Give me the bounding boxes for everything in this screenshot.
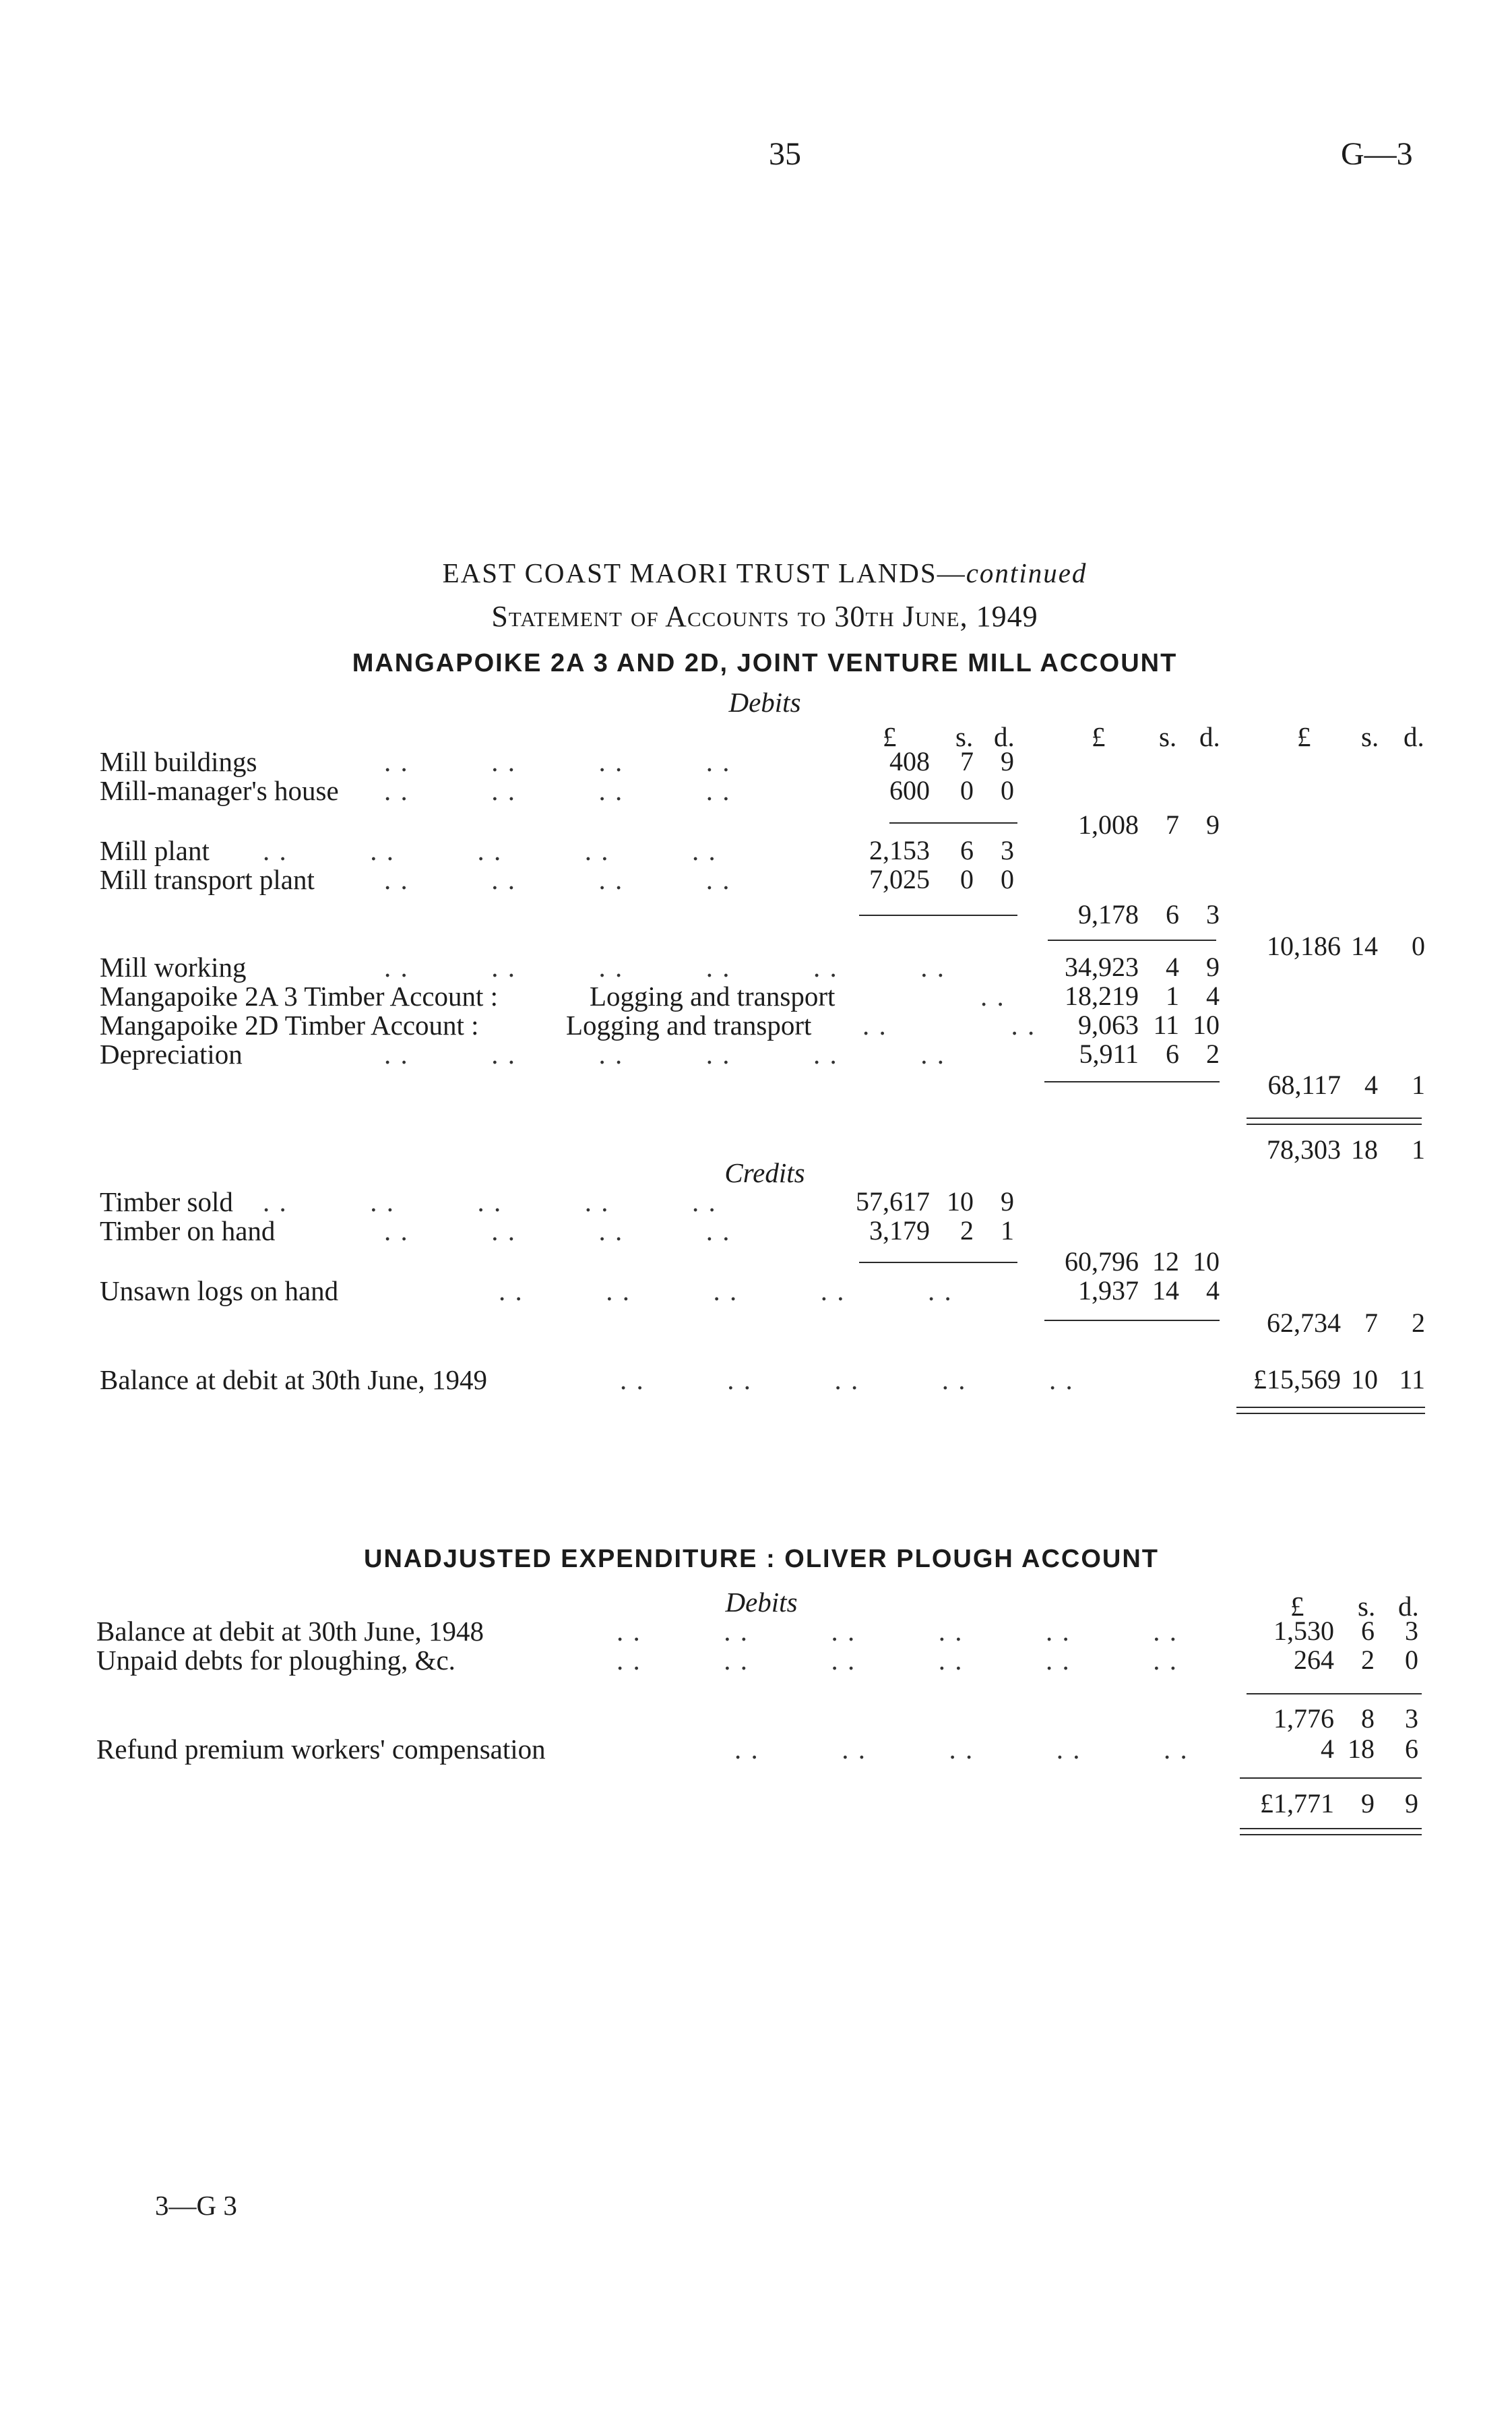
mill-working-shillings: 4 <box>1166 952 1179 982</box>
plough-shilling-header: s. <box>1358 1591 1376 1622</box>
leader-dots: . . . . . . . . . . <box>499 1275 953 1306</box>
col2-pence-header: d. <box>1199 721 1220 752</box>
mill-plant-pounds: 2,153 <box>869 835 930 865</box>
depreciation-pounds: 5,911 <box>1079 1039 1139 1069</box>
unpaid-debts-shillings: 2 <box>1361 1645 1375 1675</box>
leader-dots: . . . . . . . . <box>384 746 731 777</box>
credits-label: Credits <box>724 1157 805 1188</box>
plough-total-pounds: £1,771 <box>1260 1788 1334 1818</box>
timber-2d-detail: Logging and transport <box>566 1010 812 1041</box>
mill-transport-plant-pence: 0 <box>1001 864 1014 894</box>
credits-total-pence: 2 <box>1412 1308 1425 1338</box>
rule <box>1247 1693 1422 1694</box>
account-title: MANGAPOIKE 2A 3 AND 2D, JOINT VENTURE MILL ACCOUNT <box>352 649 1178 677</box>
refund-pence: 6 <box>1405 1734 1418 1764</box>
plant-subtotal-pence: 3 <box>1206 899 1220 929</box>
mill-transport-plant-pounds: 7,025 <box>869 864 930 894</box>
col2-shilling-header: s. <box>1159 721 1177 752</box>
rule <box>1236 1407 1425 1408</box>
col1-pound-header: £ <box>883 721 897 752</box>
working-total-pence: 1 <box>1412 1070 1425 1100</box>
credits-subtotal-shillings: 12 <box>1152 1246 1179 1277</box>
buildings-subtotal-pence: 9 <box>1206 809 1220 840</box>
leader-dots: . . . . . . . . . . <box>263 835 717 866</box>
mill-buildings-pounds: 408 <box>889 746 930 776</box>
balance-pounds: £15,569 <box>1253 1364 1341 1395</box>
mill-plant-label: Mill plant <box>100 835 210 866</box>
timber-sold-pence: 9 <box>1001 1186 1014 1217</box>
mill-manager-house-label: Mill-manager's house <box>100 775 339 806</box>
plough-debits-label: Debits <box>725 1587 798 1618</box>
rule <box>889 822 1017 824</box>
mill-transport-plant-shillings: 0 <box>960 864 974 894</box>
mill-buildings-shillings: 7 <box>960 746 974 776</box>
plant-subtotal-shillings: 6 <box>1166 899 1179 929</box>
depreciation-pence: 2 <box>1206 1039 1220 1069</box>
statement-title: Statement of Accounts to 30th June, 1949 <box>491 600 1038 633</box>
assets-total-pounds: 10,186 <box>1267 931 1341 961</box>
col3-shilling-header: s. <box>1361 721 1379 752</box>
rule <box>1044 1320 1220 1321</box>
leader-dots: . . . . . . . . . . . . <box>617 1645 1178 1676</box>
balance-1948-pounds: 1,530 <box>1273 1616 1334 1646</box>
rule <box>1247 1124 1422 1125</box>
unpaid-debts-pounds: 264 <box>1294 1645 1334 1675</box>
leader-dots: . . . . . . . . <box>384 864 731 895</box>
credits-total-pounds: 62,734 <box>1267 1308 1341 1338</box>
unpaid-debts-label: Unpaid debts for ploughing, &c. <box>96 1645 455 1676</box>
leader-dots: . . . . . . . . . . <box>734 1734 1189 1765</box>
debits-grand-total-pounds: 78,303 <box>1267 1134 1341 1165</box>
unsawn-logs-shillings: 14 <box>1152 1275 1179 1306</box>
section-title <box>443 559 1088 587</box>
refund-pounds: 4 <box>1321 1734 1334 1764</box>
col1-shilling-header: s. <box>955 721 974 752</box>
timber-2a3-pence: 4 <box>1206 981 1220 1011</box>
assets-total-pence: 0 <box>1412 931 1425 961</box>
leader-dots: . . . . . . . . . . <box>620 1364 1074 1395</box>
unsawn-logs-label: Unsawn logs on hand <box>100 1275 339 1306</box>
rule <box>859 915 1017 916</box>
page-number: 35 <box>769 136 801 172</box>
depreciation-label: Depreciation <box>100 1039 243 1070</box>
plough-pence-header: d. <box>1398 1591 1419 1622</box>
balance-pence: 11 <box>1399 1364 1425 1395</box>
mill-plant-pence: 3 <box>1001 835 1014 865</box>
leader-dots: . . . . . . . . <box>384 1215 731 1246</box>
leader-dots: . . <box>980 981 1005 1012</box>
leader-dots: . . . . . . . . . . <box>263 1186 717 1217</box>
balance-shillings: 10 <box>1351 1364 1378 1395</box>
mill-working-label: Mill working <box>100 952 247 983</box>
debits-grand-total-shillings: 18 <box>1351 1134 1378 1165</box>
section-title-main: EAST COAST MAORI TRUST LANDS— <box>442 557 966 588</box>
col3-pence-header: d. <box>1404 721 1424 752</box>
mill-manager-house-shillings: 0 <box>960 775 974 805</box>
plough-total-pence: 9 <box>1405 1788 1418 1818</box>
timber-sold-pounds: 57,617 <box>856 1186 930 1217</box>
refund-shillings: 18 <box>1348 1734 1375 1764</box>
rule <box>859 1262 1017 1263</box>
debits-grand-total-pence: 1 <box>1412 1134 1425 1165</box>
credits-total-shillings: 7 <box>1364 1308 1378 1338</box>
mill-manager-house-pence: 0 <box>1001 775 1014 805</box>
col2-pound-header: £ <box>1092 721 1106 752</box>
unsawn-logs-pounds: 1,937 <box>1078 1275 1139 1306</box>
credits-subtotal-pence: 10 <box>1193 1246 1220 1277</box>
balance-1948-label: Balance at debit at 30th June, 1948 <box>96 1616 484 1647</box>
timber-sold-label: Timber sold <box>100 1186 233 1217</box>
buildings-subtotal-shillings: 7 <box>1166 809 1179 840</box>
rule <box>1240 1828 1422 1829</box>
mill-working-pounds: 34,923 <box>1065 952 1139 982</box>
mill-working-pence: 9 <box>1206 952 1220 982</box>
balance-1948-pence: 3 <box>1405 1616 1418 1646</box>
timber-on-hand-pounds: 3,179 <box>869 1215 930 1246</box>
mill-transport-plant-label: Mill transport plant <box>100 864 315 895</box>
unsawn-logs-pence: 4 <box>1206 1275 1220 1306</box>
mill-manager-house-pounds: 600 <box>889 775 930 805</box>
timber-2a3-pounds: 18,219 <box>1065 981 1139 1011</box>
signature-mark: 3—G 3 <box>155 2190 237 2221</box>
assets-total-shillings: 14 <box>1351 931 1378 961</box>
balance-1948-shillings: 6 <box>1361 1616 1375 1646</box>
timber-2a3-detail: Logging and transport <box>590 981 836 1012</box>
series-code: G—3 <box>1341 136 1413 172</box>
timber-on-hand-shillings: 2 <box>960 1215 974 1246</box>
timber-2d-pounds: 9,063 <box>1078 1010 1139 1040</box>
credits-subtotal-pounds: 60,796 <box>1065 1246 1139 1277</box>
plough-total-shillings: 9 <box>1361 1788 1375 1818</box>
refund-label: Refund premium workers' compensation <box>96 1734 546 1765</box>
leader-dots: . . . . . . . . . . . . <box>384 952 945 983</box>
plough-account-title: UNADJUSTED EXPENDITURE : OLIVER PLOUGH ACCOUNT <box>364 1545 1159 1573</box>
section-title-continued: continued <box>966 557 1088 588</box>
rule <box>1048 940 1216 941</box>
mill-buildings-pence: 9 <box>1001 746 1014 776</box>
rule <box>1240 1834 1422 1835</box>
plough-subtotal-shillings: 8 <box>1361 1703 1375 1734</box>
leader-dots: . . . . . . . . . . . . <box>384 1039 945 1070</box>
timber-2d-label: Mangapoike 2D Timber Account : <box>100 1010 479 1041</box>
plough-pound-header: £ <box>1290 1591 1304 1622</box>
timber-on-hand-pence: 1 <box>1001 1215 1014 1246</box>
working-total-pounds: 68,117 <box>1267 1070 1341 1100</box>
unpaid-debts-pence: 0 <box>1405 1645 1418 1675</box>
plant-subtotal-pounds: 9,178 <box>1078 899 1139 929</box>
rule <box>1044 1081 1220 1082</box>
timber-2a3-label: Mangapoike 2A 3 Timber Account : <box>100 981 499 1012</box>
timber-2d-pence: 10 <box>1193 1010 1220 1040</box>
mill-plant-shillings: 6 <box>960 835 974 865</box>
col1-pence-header: d. <box>994 721 1015 752</box>
leader-dots: . . . . <box>862 1010 1036 1041</box>
leader-dots: . . . . . . . . . . . . <box>617 1616 1178 1647</box>
rule <box>1240 1777 1422 1779</box>
col3-pound-header: £ <box>1297 721 1311 752</box>
debits-label: Debits <box>728 687 801 718</box>
rule <box>1236 1413 1425 1414</box>
depreciation-shillings: 6 <box>1166 1039 1179 1069</box>
timber-sold-shillings: 10 <box>947 1186 974 1217</box>
mill-buildings-label: Mill buildings <box>100 746 257 777</box>
plough-subtotal-pence: 3 <box>1405 1703 1418 1734</box>
plough-subtotal-pounds: 1,776 <box>1273 1703 1334 1734</box>
timber-on-hand-label: Timber on hand <box>100 1215 276 1246</box>
balance-label: Balance at debit at 30th June, 1949 <box>100 1364 487 1395</box>
leader-dots: . . . . . . . . <box>384 775 731 806</box>
rule <box>1247 1118 1422 1119</box>
timber-2a3-shillings: 1 <box>1166 981 1179 1011</box>
buildings-subtotal-pounds: 1,008 <box>1078 809 1139 840</box>
timber-2d-shillings: 11 <box>1153 1010 1179 1040</box>
working-total-shillings: 4 <box>1364 1070 1378 1100</box>
